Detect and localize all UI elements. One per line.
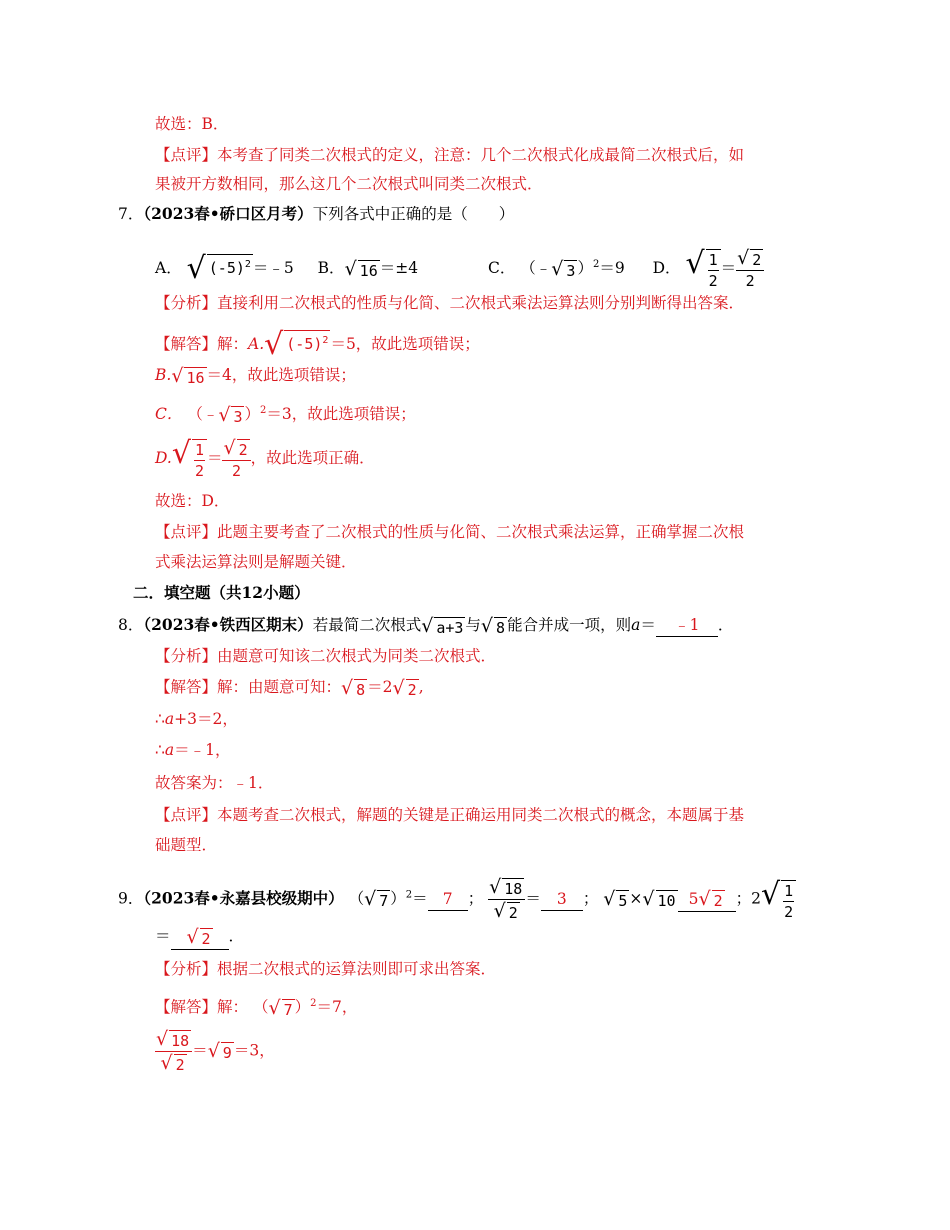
- q9-stem-continued: [155, 925, 244, 950]
- q7-comment-text2: 式乘法运算法则是解题关键．: [155, 553, 357, 571]
- fraction: [736, 247, 764, 291]
- radicand: 18: [504, 880, 523, 898]
- equals: ＝: [412, 889, 428, 908]
- separator: ；: [735, 889, 752, 908]
- sqrt-icon: √: [160, 1052, 173, 1074]
- option-c-pre: （﹣: [520, 259, 552, 277]
- answer-intro: 解：由题意可知：: [217, 678, 342, 696]
- sol-c-rhs: ＝3，故此选项错误；: [266, 405, 416, 423]
- q8-end: ．: [717, 616, 734, 634]
- q8-final: [155, 772, 273, 794]
- blank-answer: 7: [442, 889, 453, 908]
- numerator: 1: [708, 251, 718, 269]
- q8-stem: [118, 614, 733, 638]
- sqrt-expression: [268, 997, 294, 1020]
- denominator: 2: [708, 272, 718, 290]
- radicand: 16: [359, 261, 378, 280]
- sqrt-icon: √: [698, 888, 711, 910]
- sqrt-icon: √: [480, 614, 494, 637]
- q6-comment-line2: [155, 173, 543, 195]
- option-a-rhs: ＝﹣5: [252, 259, 294, 277]
- sqrt-expression: [421, 615, 465, 638]
- sqrt-expression: [264, 328, 330, 362]
- q7-comment-text1: 此题主要考查了二次根式的性质与化简、二次根式乘法运算，正确掌握二次根: [217, 523, 745, 541]
- q6-choose-text: 故选：B．: [155, 115, 229, 133]
- numerator: 1: [784, 881, 794, 900]
- exponent: 2: [322, 335, 329, 346]
- separator: ；: [582, 889, 599, 908]
- sol-c-post: ）: [244, 405, 260, 423]
- q8-step2-var: a: [164, 741, 175, 759]
- q6-comment-line1: [155, 144, 744, 166]
- denominator: 2: [232, 462, 242, 480]
- sol-a-label: A.: [248, 335, 265, 353]
- exponent: 2: [259, 405, 267, 416]
- radicand: 2: [508, 904, 518, 922]
- sqrt-expression: [642, 888, 677, 911]
- radicand: 3: [233, 407, 243, 426]
- q7-choose: [155, 490, 229, 512]
- sqrt-icon: √: [685, 246, 705, 281]
- q8-step-2: [155, 739, 231, 761]
- radicand: 2: [752, 251, 762, 269]
- sqrt-expression: [393, 677, 419, 700]
- comment-label: 【点评】: [155, 806, 218, 824]
- q7-options: [155, 247, 764, 291]
- sqrt-expression: [698, 888, 724, 911]
- sol-d-label: D.: [155, 449, 172, 467]
- sqrt-icon: √: [264, 327, 284, 362]
- q9-solution-1: [155, 993, 357, 1020]
- option-a-label: A．: [155, 259, 182, 277]
- sqrt-icon: √: [218, 403, 231, 426]
- sqrt-icon: √: [493, 900, 506, 922]
- radicand: 2: [175, 1056, 185, 1074]
- therefore-icon: ∴: [155, 710, 165, 728]
- sqrt-icon: √: [642, 888, 655, 910]
- numerator: 1: [194, 441, 204, 459]
- sol-d-rhs: ，故此选项正确．: [250, 449, 375, 467]
- sol-b-label: B.: [155, 366, 172, 384]
- sqrt-icon: √: [760, 876, 781, 912]
- equals: ＝: [192, 1041, 208, 1060]
- option-c-post: ）: [577, 259, 593, 277]
- q7-comment-line1: [155, 521, 744, 543]
- q8-comment-text1: 本题考查二次根式，解题的关键是正确运用同类二次根式的概念，本题属于基: [217, 806, 745, 824]
- answer-label: 【解答】: [155, 998, 218, 1016]
- q9-analysis: [155, 958, 496, 980]
- q7-solution-b: [155, 364, 356, 388]
- q8-analysis: [155, 645, 496, 667]
- sqrt-icon: √: [421, 614, 434, 637]
- sqrt-expression: [345, 258, 380, 281]
- radicand: 2: [238, 441, 248, 459]
- equals: ＝: [155, 927, 171, 945]
- times-sign: ×: [629, 889, 643, 908]
- sqrt-icon: √: [603, 888, 616, 910]
- answer-blank: [428, 888, 468, 911]
- sol-b-rhs: ＝4，故此选项错误；: [206, 366, 356, 384]
- sqrt-expression: [208, 1040, 234, 1063]
- q6-comment-text2: 果被开方数相同，那么这几个二次根式叫同类二次根式．: [155, 175, 543, 193]
- sqrt-icon: √: [344, 257, 357, 280]
- radicand: 7: [379, 892, 389, 910]
- q8-comment-line2: [155, 834, 217, 856]
- radicand: (-5): [286, 335, 323, 353]
- q8-sol1-eq: ＝2: [367, 678, 393, 696]
- sqrt-icon: √: [171, 364, 184, 387]
- radicand: 7: [283, 1000, 293, 1019]
- q8-number: 8．: [118, 616, 144, 634]
- option-d-label: D．: [652, 259, 681, 277]
- radicand: 8: [356, 680, 366, 699]
- sqrt-icon: √: [268, 996, 281, 1019]
- blank-answer-coef: 5: [688, 889, 699, 908]
- q9-source: （2023春•永嘉县校级期中）: [143, 888, 344, 908]
- q9-stem: [118, 876, 796, 923]
- sqrt-icon: √: [551, 257, 564, 280]
- therefore-icon: ∴: [155, 741, 165, 759]
- answer-label: 【解答】: [155, 678, 218, 696]
- analysis-label: 【分析】: [155, 647, 218, 665]
- option-b-rhs: ＝±4: [379, 259, 419, 277]
- denominator: 2: [194, 462, 204, 480]
- option-b-label: B．: [317, 259, 345, 277]
- q8-final-text: 故答案为：﹣1．: [155, 774, 274, 792]
- radicand: 18: [171, 1032, 190, 1050]
- q7-analysis: [155, 292, 744, 314]
- q9-s2-rhs: ＝3，: [233, 1041, 275, 1060]
- q7-stem-text: 下列各式中正确的是（ ）: [312, 205, 515, 223]
- exponent: 2: [310, 998, 317, 1009]
- sqrt-icon: √: [223, 437, 236, 459]
- sqrt-expression: [171, 365, 206, 388]
- fraction: [488, 876, 525, 923]
- sqrt-icon: √: [341, 676, 354, 699]
- answer-blank: [656, 614, 718, 637]
- sqrt-fraction: [685, 247, 720, 291]
- q8-step1-rest: +3＝2，: [174, 710, 238, 728]
- paren-open: （: [348, 889, 365, 908]
- exponent: 2: [592, 259, 600, 270]
- sol-a-rhs: ＝5，故此选项错误；: [330, 335, 480, 353]
- q7-stem: [118, 203, 514, 225]
- denominator: 2: [784, 902, 794, 921]
- comment-label: 【点评】: [155, 146, 218, 164]
- q7-choose-text: 故选：D．: [155, 492, 230, 510]
- radicand: 2: [713, 892, 723, 910]
- q9-solution-2: [155, 1028, 275, 1075]
- equals: ＝: [640, 616, 656, 634]
- answer-blank: [678, 888, 736, 913]
- q8-analysis-text: 由题意可知该二次根式为同类二次根式．: [217, 647, 497, 665]
- radicand: 9: [222, 1044, 232, 1062]
- sqrt-expression: [186, 926, 212, 949]
- q9-number: 9．: [118, 889, 144, 908]
- answer-blank: [541, 888, 583, 911]
- analysis-label: 【分析】: [155, 294, 218, 312]
- separator: ；: [467, 889, 484, 908]
- sqrt-expression: [551, 258, 577, 281]
- q8-stem-c: 能合并成一项，则: [507, 616, 632, 634]
- sqrt-icon: √: [364, 888, 377, 910]
- paren-close: ）: [294, 998, 311, 1016]
- q7-solution-d: [155, 437, 375, 481]
- fraction: [222, 437, 250, 481]
- q6-choose: [155, 113, 228, 135]
- sqrt-icon: √: [392, 676, 405, 699]
- option-c-rhs: ＝9: [599, 259, 625, 277]
- section-title-text: 二．填空题（共12小题）: [133, 583, 310, 602]
- exponent: 2: [244, 259, 251, 270]
- analysis-label: 【分析】: [155, 960, 218, 978]
- q6-comment-text1: 本考查了同类二次根式的定义，注意：几个二次根式化成最简二次根式后，如: [217, 146, 745, 164]
- q8-step1-var: a: [164, 710, 175, 728]
- q8-step-1: [155, 708, 238, 730]
- blank-answer: 3: [556, 889, 567, 908]
- sqrt-icon: √: [737, 247, 750, 269]
- sqrt-fraction: [172, 437, 207, 481]
- sqrt-icon: √: [207, 1040, 220, 1062]
- option-c-label: C．: [487, 259, 516, 277]
- sqrt-expression: [603, 888, 629, 911]
- sqrt-expression: [341, 677, 367, 700]
- q7-number: 7．: [118, 205, 144, 223]
- sqrt-expression: [218, 404, 244, 427]
- q9-s1-rhs: ＝7，: [316, 998, 358, 1016]
- q7-comment-line2: [155, 551, 357, 573]
- exponent: 2: [405, 889, 413, 901]
- q8-stem-a: 若最简二次根式: [312, 616, 422, 634]
- radicand: 5: [618, 892, 628, 910]
- q7-analysis-text: 直接利用二次根式的性质与化简、二次根式乘法运算法则分别判断得出答案．: [217, 294, 745, 312]
- q8-stem-b: 与: [465, 616, 481, 634]
- sol-c-label: C．: [155, 405, 183, 423]
- q8-comment-line1: [155, 804, 744, 826]
- answer-intro: 解：: [217, 998, 249, 1016]
- q7-source: （2023春•硚口区月考）: [143, 204, 313, 223]
- radicand: 16: [186, 368, 205, 387]
- radicand: 2: [407, 680, 417, 699]
- equals: ＝: [206, 449, 223, 467]
- sqrt-icon: √: [156, 1028, 169, 1050]
- fraction: [155, 1028, 192, 1075]
- sqrt-icon: √: [171, 436, 191, 471]
- q7-solution-c: [155, 400, 416, 427]
- sqrt-expression: [481, 615, 507, 638]
- radicand: 8: [496, 618, 506, 637]
- sqrt-expression: [187, 252, 253, 286]
- q8-var: a: [631, 616, 641, 634]
- radicand: 3: [566, 261, 576, 280]
- comment-label: 【点评】: [155, 523, 218, 541]
- radicand: 10: [657, 892, 676, 910]
- radicand: (-5): [208, 259, 245, 277]
- equals: ＝: [525, 889, 541, 908]
- q8-sol1-end: ,: [418, 678, 424, 696]
- coefficient: 2: [751, 889, 761, 908]
- radicand: a+3: [436, 618, 464, 637]
- equals: ＝: [720, 259, 737, 277]
- sqrt-icon: √: [489, 876, 502, 898]
- q7-solution-a: [155, 328, 480, 362]
- q8-comment-text2: 础题型．: [155, 836, 218, 854]
- section-title: [133, 582, 310, 604]
- q8-source: （2023春•铁西区期末）: [143, 615, 313, 634]
- answer-label: 【解答】: [155, 335, 218, 353]
- q9-end: ．: [228, 927, 245, 945]
- answer-blank: [171, 925, 229, 950]
- q8-solution-1: [155, 676, 424, 700]
- q8-step2-rest: ＝﹣1，: [174, 741, 231, 759]
- blank-answer: ﹣1: [674, 616, 700, 634]
- sol-c-pre: （﹣: [187, 405, 219, 423]
- q9-analysis-text: 根据二次根式的运算法则即可求出答案．: [217, 960, 497, 978]
- sqrt-icon: √: [186, 925, 199, 948]
- answer-intro: 解：: [217, 335, 249, 353]
- denominator: 2: [745, 272, 755, 290]
- paren-open: （: [252, 998, 269, 1016]
- sqrt-icon: √: [186, 251, 206, 286]
- sqrt-fraction: [761, 878, 796, 922]
- paren-close: ）: [390, 889, 406, 908]
- radicand: 2: [201, 929, 211, 948]
- sqrt-expression: [364, 888, 390, 911]
